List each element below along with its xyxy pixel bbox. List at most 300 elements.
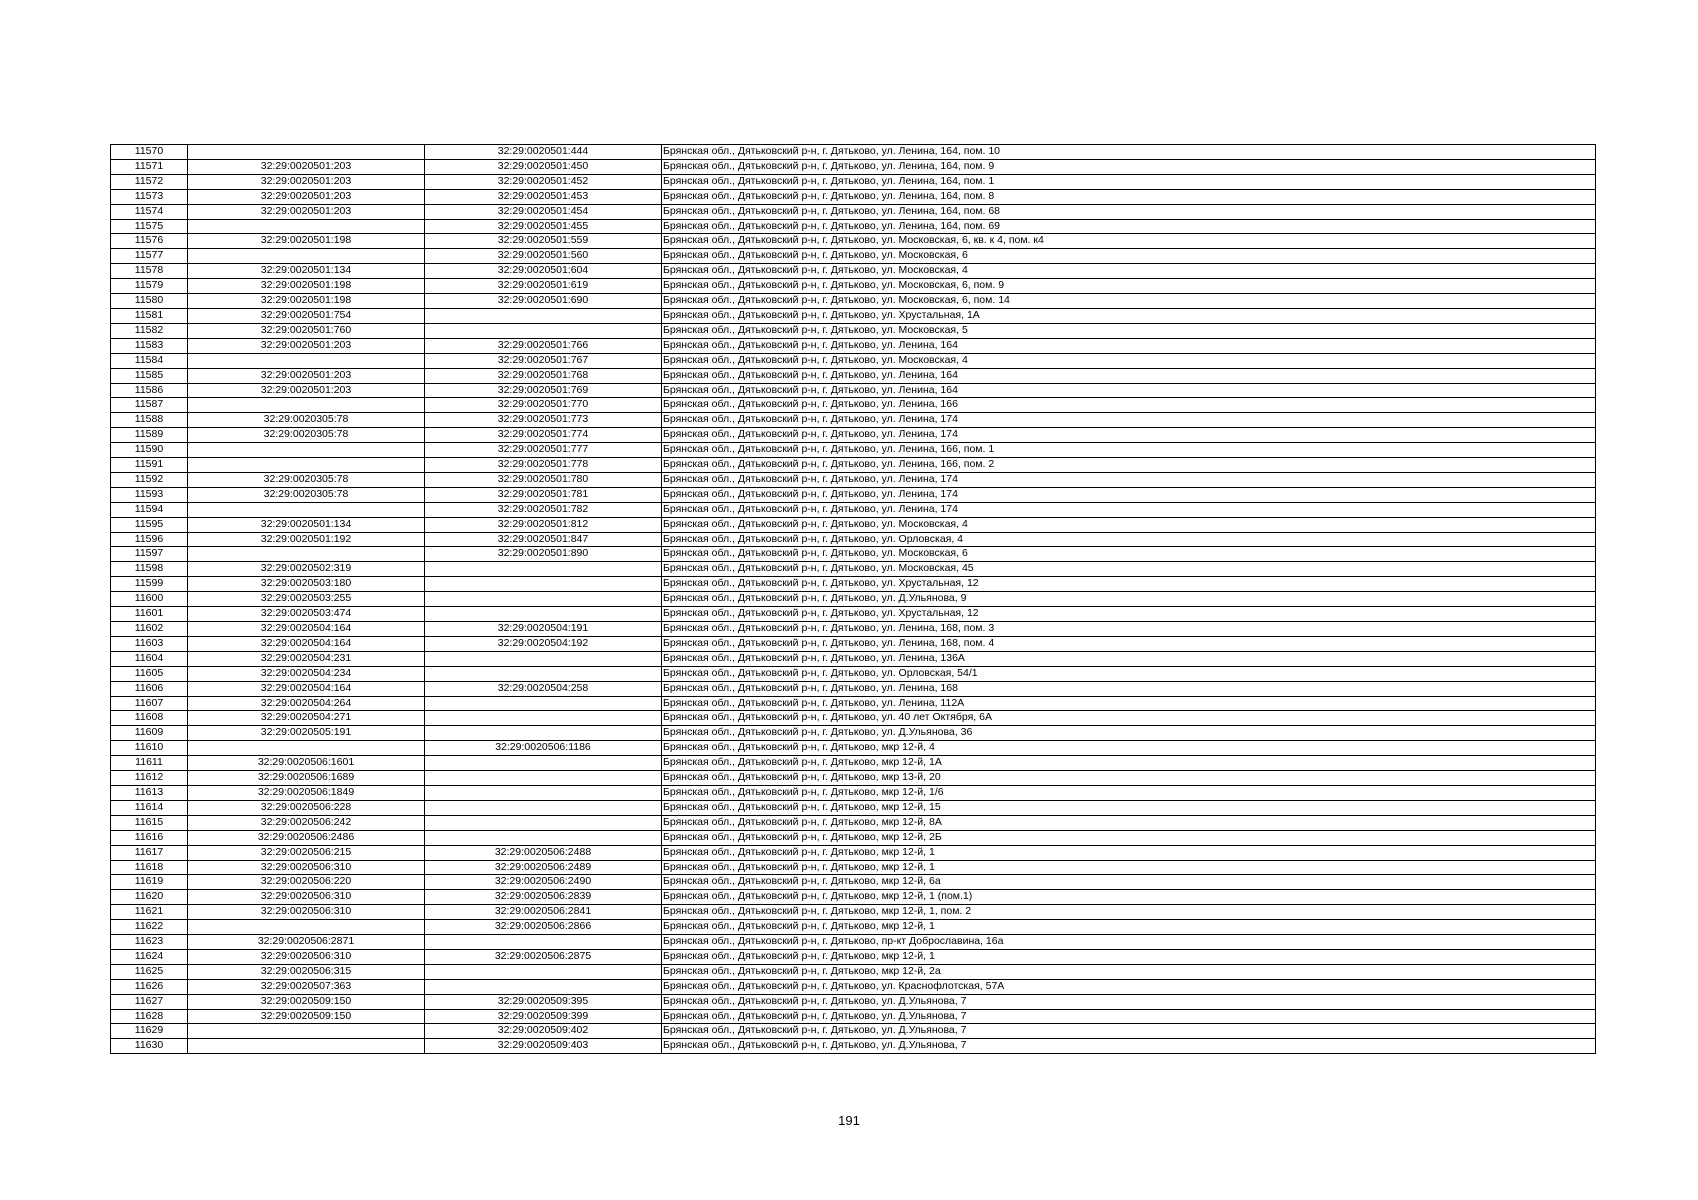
address-cell: Брянская обл., Дятьковский р-н, г. Дятьково, ул. Орловская, 4	[662, 532, 1596, 547]
table-row	[111, 487, 1596, 502]
address-cell: Брянская обл., Дятьковский р-н, г. Дятьково, ул. Московская, 5	[662, 323, 1596, 338]
parcel-number-cell: 32:29:0020506:1689	[188, 771, 425, 786]
table-row	[111, 905, 1596, 920]
table-row	[111, 696, 1596, 711]
object-number-cell: 32:29:0020501:450	[425, 159, 662, 174]
address-cell: Брянская обл., Дятьковский р-н, г. Дятьково, мкр 12-й, 4	[662, 741, 1596, 756]
object-number-cell: 32:29:0020501:767	[425, 353, 662, 368]
row-number-cell: 11620	[111, 890, 188, 905]
address-cell: Брянская обл., Дятьковский р-н, г. Дятьково, ул. Ленина, 136А	[662, 651, 1596, 666]
parcel-number-cell: 32:29:0020506:315	[188, 964, 425, 979]
table-row	[111, 294, 1596, 309]
table-row	[111, 323, 1596, 338]
table-row	[111, 741, 1596, 756]
address-cell: Брянская обл., Дятьковский р-н, г. Дятьково, мкр 12-й, 1	[662, 860, 1596, 875]
object-number-cell: 32:29:0020506:2490	[425, 875, 662, 890]
object-number-cell: 32:29:0020501:455	[425, 219, 662, 234]
table-row	[111, 577, 1596, 592]
parcel-number-cell: 32:29:0020501:203	[188, 204, 425, 219]
parcel-number-cell: 32:29:0020506:242	[188, 815, 425, 830]
address-cell: Брянская обл., Дятьковский р-н, г. Дятьково, ул. Московская, 6, кв. к 4, пом. к4	[662, 234, 1596, 249]
row-number-cell: 11607	[111, 696, 188, 711]
object-number-cell: 32:29:0020501:452	[425, 174, 662, 189]
address-cell: Брянская обл., Дятьковский р-н, г. Дятьково, мкр 12-й, 1	[662, 845, 1596, 860]
table-row	[111, 353, 1596, 368]
address-cell: Брянская обл., Дятьковский р-н, г. Дятьково, ул. Д.Ульянова, 7	[662, 994, 1596, 1009]
parcel-number-cell	[188, 458, 425, 473]
row-number-cell: 11598	[111, 562, 188, 577]
row-number-cell: 11576	[111, 234, 188, 249]
object-number-cell: 32:29:0020506:2489	[425, 860, 662, 875]
table-row	[111, 338, 1596, 353]
table-row	[111, 458, 1596, 473]
parcel-number-cell: 32:29:0020501:192	[188, 532, 425, 547]
address-cell: Брянская обл., Дятьковский р-н, г. Дятьково, ул. Ленина, 174	[662, 428, 1596, 443]
table-row	[111, 145, 1596, 160]
row-number-cell: 11611	[111, 756, 188, 771]
row-number-cell: 11624	[111, 949, 188, 964]
address-cell: Брянская обл., Дятьковский р-н, г. Дятьково, ул. Хрустальная, 1А	[662, 308, 1596, 323]
object-number-cell: 32:29:0020504:191	[425, 622, 662, 637]
object-number-cell	[425, 592, 662, 607]
row-number-cell: 11596	[111, 532, 188, 547]
table-row	[111, 204, 1596, 219]
row-number-cell: 11601	[111, 607, 188, 622]
row-number-cell: 11619	[111, 875, 188, 890]
parcel-number-cell: 32:29:0020503:255	[188, 592, 425, 607]
table-row	[111, 398, 1596, 413]
table-row	[111, 1024, 1596, 1039]
table-row	[111, 711, 1596, 726]
address-cell: Брянская обл., Дятьковский р-н, г. Дятьково, мкр 12-й, 1	[662, 949, 1596, 964]
table-row	[111, 159, 1596, 174]
parcel-number-cell: 32:29:0020501:198	[188, 279, 425, 294]
row-number-cell: 11630	[111, 1039, 188, 1054]
parcel-number-cell: 32:29:0020506:220	[188, 875, 425, 890]
table-row	[111, 771, 1596, 786]
row-number-cell: 11615	[111, 815, 188, 830]
object-number-cell: 32:29:0020506:2841	[425, 905, 662, 920]
row-number-cell: 11623	[111, 935, 188, 950]
table-row	[111, 994, 1596, 1009]
address-cell: Брянская обл., Дятьковский р-н, г. Дятьково, мкр 12-й, 1/6	[662, 785, 1596, 800]
parcel-number-cell: 32:29:0020503:180	[188, 577, 425, 592]
parcel-number-cell: 32:29:0020502:319	[188, 562, 425, 577]
address-cell: Брянская обл., Дятьковский р-н, г. Дятьково, ул. Ленина, 174	[662, 472, 1596, 487]
object-number-cell: 32:29:0020506:1186	[425, 741, 662, 756]
row-number-cell: 11589	[111, 428, 188, 443]
address-cell: Брянская обл., Дятьковский р-н, г. Дятьково, ул. Ленина, 164, пом. 9	[662, 159, 1596, 174]
address-cell: Брянская обл., Дятьковский р-н, г. Дятьково, ул. Ленина, 168	[662, 681, 1596, 696]
object-number-cell: 32:29:0020501:559	[425, 234, 662, 249]
parcel-number-cell	[188, 249, 425, 264]
row-number-cell: 11613	[111, 785, 188, 800]
table-row	[111, 443, 1596, 458]
address-cell: Брянская обл., Дятьковский р-н, г. Дятьково, ул. Московская, 45	[662, 562, 1596, 577]
parcel-number-cell: 32:29:0020501:754	[188, 308, 425, 323]
address-cell: Брянская обл., Дятьковский р-н, г. Дятьково, ул. Д.Ульянова, 36	[662, 726, 1596, 741]
parcel-number-cell	[188, 398, 425, 413]
object-number-cell	[425, 696, 662, 711]
table-row	[111, 219, 1596, 234]
object-number-cell: 32:29:0020501:768	[425, 368, 662, 383]
row-number-cell: 11629	[111, 1024, 188, 1039]
row-number-cell: 11585	[111, 368, 188, 383]
address-cell: Брянская обл., Дятьковский р-н, г. Дятьково, ул. Московская, 4	[662, 264, 1596, 279]
parcel-number-cell	[188, 219, 425, 234]
address-cell: Брянская обл., Дятьковский р-н, г. Дятьково, мкр 12-й, 1 (пом.1)	[662, 890, 1596, 905]
table-row	[111, 666, 1596, 681]
table-row	[111, 472, 1596, 487]
row-number-cell: 11602	[111, 622, 188, 637]
table-row	[111, 935, 1596, 950]
row-number-cell: 11609	[111, 726, 188, 741]
address-cell: Брянская обл., Дятьковский р-н, г. Дятьково, пр-кт Доброславина, 16а	[662, 935, 1596, 950]
parcel-number-cell	[188, 353, 425, 368]
object-number-cell: 32:29:0020509:403	[425, 1039, 662, 1054]
parcel-number-cell: 32:29:0020504:164	[188, 681, 425, 696]
object-number-cell: 32:29:0020501:773	[425, 413, 662, 428]
parcel-number-cell	[188, 741, 425, 756]
table-row	[111, 964, 1596, 979]
table-row	[111, 234, 1596, 249]
address-cell: Брянская обл., Дятьковский р-н, г. Дятьково, мкр 12-й, 1А	[662, 756, 1596, 771]
row-number-cell: 11575	[111, 219, 188, 234]
parcel-number-cell: 32:29:0020501:760	[188, 323, 425, 338]
object-number-cell: 32:29:0020506:2488	[425, 845, 662, 860]
address-cell: Брянская обл., Дятьковский р-н, г. Дятьково, ул. Д.Ульянова, 9	[662, 592, 1596, 607]
table-row	[111, 502, 1596, 517]
row-number-cell: 11608	[111, 711, 188, 726]
table-row	[111, 264, 1596, 279]
address-cell: Брянская обл., Дятьковский р-н, г. Дятьково, ул. Ленина, 164, пом. 8	[662, 189, 1596, 204]
address-cell: Брянская обл., Дятьковский р-н, г. Дятьково, ул. Д.Ульянова, 7	[662, 1039, 1596, 1054]
table-row	[111, 845, 1596, 860]
parcel-number-cell: 32:29:0020509:150	[188, 994, 425, 1009]
parcel-number-cell: 32:29:0020506:2871	[188, 935, 425, 950]
parcel-number-cell: 32:29:0020506:228	[188, 800, 425, 815]
parcel-number-cell: 32:29:0020501:203	[188, 338, 425, 353]
object-number-cell	[425, 964, 662, 979]
object-number-cell: 32:29:0020506:2875	[425, 949, 662, 964]
parcel-number-cell: 32:29:0020501:203	[188, 383, 425, 398]
object-number-cell	[425, 666, 662, 681]
parcel-number-cell: 32:29:0020501:198	[188, 294, 425, 309]
table-row	[111, 815, 1596, 830]
row-number-cell: 11586	[111, 383, 188, 398]
table-row	[111, 174, 1596, 189]
address-cell: Брянская обл., Дятьковский р-н, г. Дятьково, ул. Ленина, 164, пом. 68	[662, 204, 1596, 219]
table-row	[111, 756, 1596, 771]
row-number-cell: 11599	[111, 577, 188, 592]
row-number-cell: 11614	[111, 800, 188, 815]
table-row	[111, 308, 1596, 323]
object-number-cell	[425, 308, 662, 323]
row-number-cell: 11625	[111, 964, 188, 979]
parcel-number-cell: 32:29:0020506:215	[188, 845, 425, 860]
object-number-cell: 32:29:0020504:258	[425, 681, 662, 696]
row-number-cell: 11571	[111, 159, 188, 174]
row-number-cell: 11606	[111, 681, 188, 696]
object-number-cell	[425, 607, 662, 622]
object-number-cell: 32:29:0020506:2866	[425, 920, 662, 935]
object-number-cell: 32:29:0020501:444	[425, 145, 662, 160]
parcel-number-cell: 32:29:0020504:164	[188, 622, 425, 637]
row-number-cell: 11572	[111, 174, 188, 189]
row-number-cell: 11612	[111, 771, 188, 786]
address-cell: Брянская обл., Дятьковский р-н, г. Дятьково, ул. Ленина, 164	[662, 383, 1596, 398]
object-number-cell	[425, 651, 662, 666]
table-row	[111, 800, 1596, 815]
parcel-number-cell	[188, 1039, 425, 1054]
address-cell: Брянская обл., Дятьковский р-н, г. Дятьково, ул. Ленина, 174	[662, 487, 1596, 502]
row-number-cell: 11628	[111, 1009, 188, 1024]
object-number-cell: 32:29:0020501:782	[425, 502, 662, 517]
address-cell: Брянская обл., Дятьковский р-н, г. Дятьково, ул. Московская, 6	[662, 249, 1596, 264]
object-number-cell: 32:29:0020501:619	[425, 279, 662, 294]
object-number-cell: 32:29:0020501:769	[425, 383, 662, 398]
table-row	[111, 368, 1596, 383]
object-number-cell: 32:29:0020501:890	[425, 547, 662, 562]
object-number-cell	[425, 771, 662, 786]
address-cell: Брянская обл., Дятьковский р-н, г. Дятьково, ул. Московская, 4	[662, 517, 1596, 532]
parcel-number-cell	[188, 443, 425, 458]
row-number-cell: 11618	[111, 860, 188, 875]
object-number-cell: 32:29:0020504:192	[425, 636, 662, 651]
address-cell: Брянская обл., Дятьковский р-н, г. Дятьково, ул. Ленина, 168, пом. 4	[662, 636, 1596, 651]
table-row	[111, 622, 1596, 637]
table-row	[111, 949, 1596, 964]
table-row	[111, 830, 1596, 845]
row-number-cell: 11591	[111, 458, 188, 473]
object-number-cell	[425, 323, 662, 338]
row-number-cell: 11570	[111, 145, 188, 160]
table-row	[111, 1039, 1596, 1054]
object-number-cell	[425, 800, 662, 815]
object-number-cell: 32:29:0020501:812	[425, 517, 662, 532]
parcel-number-cell: 32:29:0020505:191	[188, 726, 425, 741]
table-row	[111, 592, 1596, 607]
row-number-cell: 11594	[111, 502, 188, 517]
row-number-cell: 11592	[111, 472, 188, 487]
row-number-cell: 11617	[111, 845, 188, 860]
parcel-number-cell: 32:29:0020305:78	[188, 413, 425, 428]
address-cell: Брянская обл., Дятьковский р-н, г. Дятьково, мкр 12-й, 15	[662, 800, 1596, 815]
parcel-number-cell: 32:29:0020501:203	[188, 174, 425, 189]
object-number-cell	[425, 935, 662, 950]
table-row	[111, 860, 1596, 875]
parcel-number-cell: 32:29:0020507:363	[188, 979, 425, 994]
parcel-number-cell	[188, 502, 425, 517]
address-cell: Брянская обл., Дятьковский р-н, г. Дятьково, ул. Ленина, 168, пом. 3	[662, 622, 1596, 637]
object-number-cell: 32:29:0020501:774	[425, 428, 662, 443]
parcel-number-cell	[188, 920, 425, 935]
object-number-cell: 32:29:0020501:690	[425, 294, 662, 309]
parcel-number-cell: 32:29:0020501:134	[188, 264, 425, 279]
row-number-cell: 11604	[111, 651, 188, 666]
row-number-cell: 11588	[111, 413, 188, 428]
address-cell: Брянская обл., Дятьковский р-н, г. Дятьково, ул. Ленина, 112А	[662, 696, 1596, 711]
row-number-cell: 11593	[111, 487, 188, 502]
address-cell: Брянская обл., Дятьковский р-н, г. Дятьково, ул. Д.Ульянова, 7	[662, 1024, 1596, 1039]
parcel-number-cell: 32:29:0020501:203	[188, 159, 425, 174]
address-cell: Брянская обл., Дятьковский р-н, г. Дятьково, мкр 12-й, 2а	[662, 964, 1596, 979]
table-row	[111, 979, 1596, 994]
object-number-cell: 32:29:0020501:766	[425, 338, 662, 353]
table-row	[111, 413, 1596, 428]
address-cell: Брянская обл., Дятьковский р-н, г. Дятьково, ул. Ленина, 164	[662, 338, 1596, 353]
address-cell: Брянская обл., Дятьковский р-н, г. Дятьково, ул. Д.Ульянова, 7	[662, 1009, 1596, 1024]
address-cell: Брянская обл., Дятьковский р-н, г. Дятьково, мкр 12-й, 6а	[662, 875, 1596, 890]
parcel-number-cell	[188, 1024, 425, 1039]
address-cell: Брянская обл., Дятьковский р-н, г. Дятьково, ул. Ленина, 166, пом. 1	[662, 443, 1596, 458]
parcel-number-cell: 32:29:0020501:198	[188, 234, 425, 249]
address-cell: Брянская обл., Дятьковский р-н, г. Дятьково, ул. Московская, 6, пом. 14	[662, 294, 1596, 309]
address-cell: Брянская обл., Дятьковский р-н, г. Дятьково, ул. Московская, 6, пом. 9	[662, 279, 1596, 294]
parcel-number-cell: 32:29:0020501:203	[188, 368, 425, 383]
row-number-cell: 11584	[111, 353, 188, 368]
parcel-number-cell: 32:29:0020509:150	[188, 1009, 425, 1024]
row-number-cell: 11622	[111, 920, 188, 935]
address-cell: Брянская обл., Дятьковский р-н, г. Дятьково, ул. Ленина, 174	[662, 413, 1596, 428]
parcel-number-cell: 32:29:0020305:78	[188, 487, 425, 502]
parcel-number-cell	[188, 145, 425, 160]
table-row	[111, 681, 1596, 696]
address-cell: Брянская обл., Дятьковский р-н, г. Дятьково, мкр 12-й, 8А	[662, 815, 1596, 830]
object-number-cell	[425, 726, 662, 741]
table-row	[111, 785, 1596, 800]
table-row	[111, 1009, 1596, 1024]
address-cell: Брянская обл., Дятьковский р-н, г. Дятьково, ул. Ленина, 174	[662, 502, 1596, 517]
parcel-number-cell: 32:29:0020506:310	[188, 890, 425, 905]
address-cell: Брянская обл., Дятьковский р-н, г. Дятьково, ул. Краснофлотская, 57А	[662, 979, 1596, 994]
row-number-cell: 11616	[111, 830, 188, 845]
parcel-number-cell: 32:29:0020506:310	[188, 860, 425, 875]
address-cell: Брянская обл., Дятьковский р-н, г. Дятьково, ул. Ленина, 164, пом. 69	[662, 219, 1596, 234]
object-number-cell: 32:29:0020501:847	[425, 532, 662, 547]
parcel-number-cell: 32:29:0020504:164	[188, 636, 425, 651]
row-number-cell: 11581	[111, 308, 188, 323]
table-row	[111, 875, 1596, 890]
parcel-number-cell: 32:29:0020506:310	[188, 905, 425, 920]
table-row	[111, 890, 1596, 905]
address-cell: Брянская обл., Дятьковский р-н, г. Дятьково, ул. Московская, 4	[662, 353, 1596, 368]
address-cell: Брянская обл., Дятьковский р-н, г. Дятьково, ул. Ленина, 166	[662, 398, 1596, 413]
parcel-number-cell: 32:29:0020504:264	[188, 696, 425, 711]
parcel-number-cell: 32:29:0020503:474	[188, 607, 425, 622]
parcel-number-cell: 32:29:0020501:134	[188, 517, 425, 532]
row-number-cell: 11574	[111, 204, 188, 219]
object-number-cell: 32:29:0020501:604	[425, 264, 662, 279]
object-number-cell: 32:29:0020501:778	[425, 458, 662, 473]
parcel-number-cell: 32:29:0020305:78	[188, 472, 425, 487]
row-number-cell: 11595	[111, 517, 188, 532]
address-cell: Брянская обл., Дятьковский р-н, г. Дятьково, мкр 12-й, 2Б	[662, 830, 1596, 845]
object-number-cell: 32:29:0020501:777	[425, 443, 662, 458]
row-number-cell: 11587	[111, 398, 188, 413]
object-number-cell: 32:29:0020501:560	[425, 249, 662, 264]
row-number-cell: 11597	[111, 547, 188, 562]
table-row	[111, 651, 1596, 666]
address-cell: Брянская обл., Дятьковский р-н, г. Дятьково, мкр 13-й, 20	[662, 771, 1596, 786]
parcel-number-cell: 32:29:0020305:78	[188, 428, 425, 443]
object-number-cell	[425, 562, 662, 577]
row-number-cell: 11580	[111, 294, 188, 309]
table-row	[111, 428, 1596, 443]
address-cell: Брянская обл., Дятьковский р-н, г. Дятьково, мкр 12-й, 1, пом. 2	[662, 905, 1596, 920]
row-number-cell: 11605	[111, 666, 188, 681]
address-cell: Брянская обл., Дятьковский р-н, г. Дятьково, ул. Ленина, 164, пом. 1	[662, 174, 1596, 189]
table-row	[111, 189, 1596, 204]
address-cell: Брянская обл., Дятьковский р-н, г. Дятьково, ул. 40 лет Октября, 6А	[662, 711, 1596, 726]
object-number-cell	[425, 830, 662, 845]
object-number-cell	[425, 756, 662, 771]
parcel-number-cell: 32:29:0020504:234	[188, 666, 425, 681]
object-number-cell	[425, 785, 662, 800]
address-cell: Брянская обл., Дятьковский р-н, г. Дятьково, ул. Ленина, 166, пом. 2	[662, 458, 1596, 473]
object-number-cell: 32:29:0020506:2839	[425, 890, 662, 905]
parcel-number-cell: 32:29:0020506:1601	[188, 756, 425, 771]
cadastral-register-table	[110, 144, 1596, 1054]
parcel-number-cell: 32:29:0020504:271	[188, 711, 425, 726]
row-number-cell: 11621	[111, 905, 188, 920]
row-number-cell: 11610	[111, 741, 188, 756]
table-row	[111, 636, 1596, 651]
object-number-cell	[425, 979, 662, 994]
table-row	[111, 726, 1596, 741]
row-number-cell: 11582	[111, 323, 188, 338]
row-number-cell: 11590	[111, 443, 188, 458]
object-number-cell: 32:29:0020501:780	[425, 472, 662, 487]
row-number-cell: 11603	[111, 636, 188, 651]
page-number: 191	[838, 1113, 860, 1128]
table-row	[111, 249, 1596, 264]
table-row	[111, 920, 1596, 935]
table-row	[111, 517, 1596, 532]
row-number-cell: 11626	[111, 979, 188, 994]
table-row	[111, 607, 1596, 622]
address-cell: Брянская обл., Дятьковский р-н, г. Дятьково, ул. Хрустальная, 12	[662, 577, 1596, 592]
parcel-number-cell: 32:29:0020506:1849	[188, 785, 425, 800]
row-number-cell: 11577	[111, 249, 188, 264]
address-cell: Брянская обл., Дятьковский р-н, г. Дятьково, ул. Ленина, 164, пом. 10	[662, 145, 1596, 160]
row-number-cell: 11573	[111, 189, 188, 204]
row-number-cell: 11578	[111, 264, 188, 279]
row-number-cell: 11627	[111, 994, 188, 1009]
object-number-cell: 32:29:0020501:454	[425, 204, 662, 219]
row-number-cell: 11583	[111, 338, 188, 353]
table-row	[111, 547, 1596, 562]
address-cell: Брянская обл., Дятьковский р-н, г. Дятьково, мкр 12-й, 1	[662, 920, 1596, 935]
table-row	[111, 562, 1596, 577]
address-cell: Брянская обл., Дятьковский р-н, г. Дятьково, ул. Московская, 6	[662, 547, 1596, 562]
object-number-cell: 32:29:0020501:781	[425, 487, 662, 502]
object-number-cell: 32:29:0020501:770	[425, 398, 662, 413]
table-body	[111, 145, 1596, 1054]
object-number-cell: 32:29:0020501:453	[425, 189, 662, 204]
parcel-number-cell: 32:29:0020506:2486	[188, 830, 425, 845]
address-cell: Брянская обл., Дятьковский р-н, г. Дятьково, ул. Ленина, 164	[662, 368, 1596, 383]
table-row	[111, 279, 1596, 294]
object-number-cell	[425, 711, 662, 726]
parcel-number-cell: 32:29:0020506:310	[188, 949, 425, 964]
table-row	[111, 532, 1596, 547]
address-cell: Брянская обл., Дятьковский р-н, г. Дятьково, ул. Орловская, 54/1	[662, 666, 1596, 681]
table-row	[111, 383, 1596, 398]
row-number-cell: 11579	[111, 279, 188, 294]
parcel-number-cell	[188, 547, 425, 562]
object-number-cell	[425, 815, 662, 830]
